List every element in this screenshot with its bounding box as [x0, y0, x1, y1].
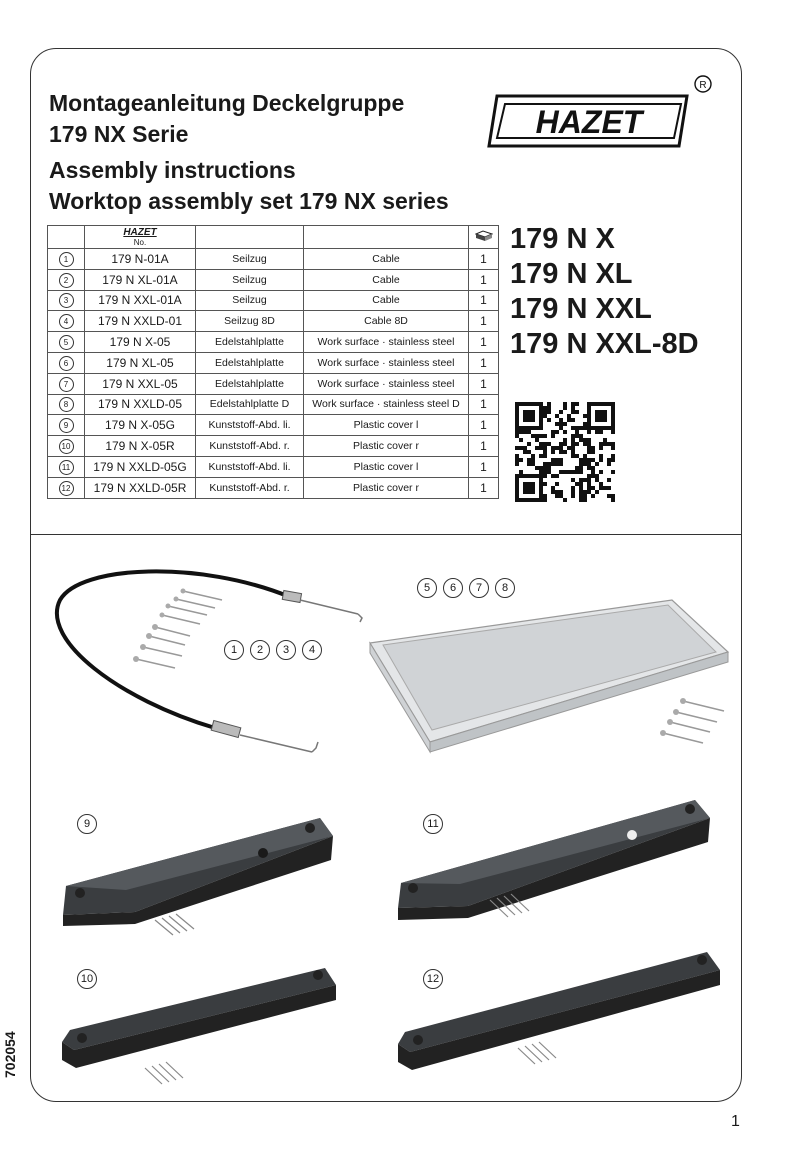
plastic-cover-11: [398, 800, 710, 920]
quantity: 1: [469, 311, 499, 332]
description-en: Cable: [304, 269, 469, 290]
article-number: 179 N X-05R: [85, 436, 196, 457]
part-number: 6: [48, 352, 85, 373]
quantity: 1: [469, 290, 499, 311]
description-en: Plastic cover r: [304, 436, 469, 457]
description-en: Plastic cover r: [304, 477, 469, 498]
plastic-cover-10: [62, 968, 336, 1084]
cable-figure-labels: 1 2 3 4: [224, 640, 322, 660]
article-number: 179 N XXL-01A: [85, 290, 196, 311]
logo-text: HAZET: [535, 104, 643, 140]
article-number: 179 N XXLD-05G: [85, 456, 196, 477]
cover-12-label: 12: [423, 969, 443, 989]
description-de: Edelstahlplatte: [196, 332, 304, 353]
product-1: 179 N X: [510, 223, 615, 255]
quantity: 1: [469, 249, 499, 270]
product-3: 179 N XXL: [510, 293, 652, 325]
plastic-cover-12: [398, 952, 720, 1070]
description-en: Cable 8D: [304, 311, 469, 332]
registered-mark: R: [699, 80, 707, 91]
part-number: 12: [48, 477, 85, 498]
description-de: Edelstahlplatte D: [196, 394, 304, 415]
part-number: 10: [48, 436, 85, 457]
article-number: 179 N-01A: [85, 249, 196, 270]
article-number: 179 N XXLD-05R: [85, 477, 196, 498]
description-en: Work surface · stainless steel D: [304, 394, 469, 415]
page-number: 1: [731, 1113, 740, 1130]
part-number: 1: [48, 249, 85, 270]
part-number: 5: [48, 332, 85, 353]
part-number: 7: [48, 373, 85, 394]
article-number: 179 N X-05: [85, 332, 196, 353]
quantity: 1: [469, 477, 499, 498]
description-de: Seilzug: [196, 290, 304, 311]
cable-illustration: [57, 571, 362, 752]
plate-figure-labels: 5 6 7 8: [417, 578, 515, 598]
description-de: Seilzug 8D: [196, 311, 304, 332]
title-en-2: Worktop assembly set 179 NX series: [49, 188, 449, 214]
part-number: 4: [48, 311, 85, 332]
cover-10-label: 10: [77, 969, 97, 989]
part-number: 3: [48, 290, 85, 311]
description-en: Work surface · stainless steel: [304, 373, 469, 394]
product-4: 179 N XXL-8D: [510, 328, 699, 360]
description-de: Kunststoff-Abd. r.: [196, 477, 304, 498]
quantity: 1: [469, 394, 499, 415]
article-number: 179 N XL-05: [85, 352, 196, 373]
worktop-plate-illustration: [370, 600, 728, 752]
description-en: Plastic cover l: [304, 456, 469, 477]
article-number: 179 N X-05G: [85, 415, 196, 436]
cover-11-label: 11: [423, 814, 443, 834]
quantity: 1: [469, 352, 499, 373]
description-de: Edelstahlplatte: [196, 373, 304, 394]
description-de: Kunststoff-Abd. r.: [196, 436, 304, 457]
part-number: 8: [48, 394, 85, 415]
description-de: Seilzug: [196, 249, 304, 270]
title-de-2: 179 NX Serie: [49, 121, 189, 147]
quantity: 1: [469, 269, 499, 290]
article-number: 179 N XXLD-01: [85, 311, 196, 332]
quantity: 1: [469, 436, 499, 457]
document-number: 702054: [2, 1031, 18, 1078]
description-en: Work surface · stainless steel: [304, 332, 469, 353]
cover-9-label: 9: [77, 814, 97, 834]
plastic-cover-9: [63, 818, 333, 935]
header-logo: HAZET No.: [85, 226, 196, 249]
quantity: 1: [469, 415, 499, 436]
part-number: 9: [48, 415, 85, 436]
product-2: 179 N XL: [510, 258, 633, 290]
description-en: Work surface · stainless steel: [304, 352, 469, 373]
quantity: 1: [469, 332, 499, 353]
title-de-1: Montageanleitung Deckelgruppe: [49, 90, 405, 116]
part-number: 11: [48, 456, 85, 477]
description-de: Seilzug: [196, 269, 304, 290]
article-number: 179 N XXLD-05: [85, 394, 196, 415]
article-number: 179 N XXL-05: [85, 373, 196, 394]
quantity: 1: [469, 456, 499, 477]
description-en: Plastic cover l: [304, 415, 469, 436]
description-en: Cable: [304, 249, 469, 270]
part-number: 2: [48, 269, 85, 290]
description-de: Kunststoff-Abd. li.: [196, 456, 304, 477]
description-de: Edelstahlplatte: [196, 352, 304, 373]
article-number: 179 N XL-01A: [85, 269, 196, 290]
quantity: 1: [469, 373, 499, 394]
description-en: Cable: [304, 290, 469, 311]
description-de: Kunststoff-Abd. li.: [196, 415, 304, 436]
title-en-1: Assembly instructions: [49, 157, 296, 183]
